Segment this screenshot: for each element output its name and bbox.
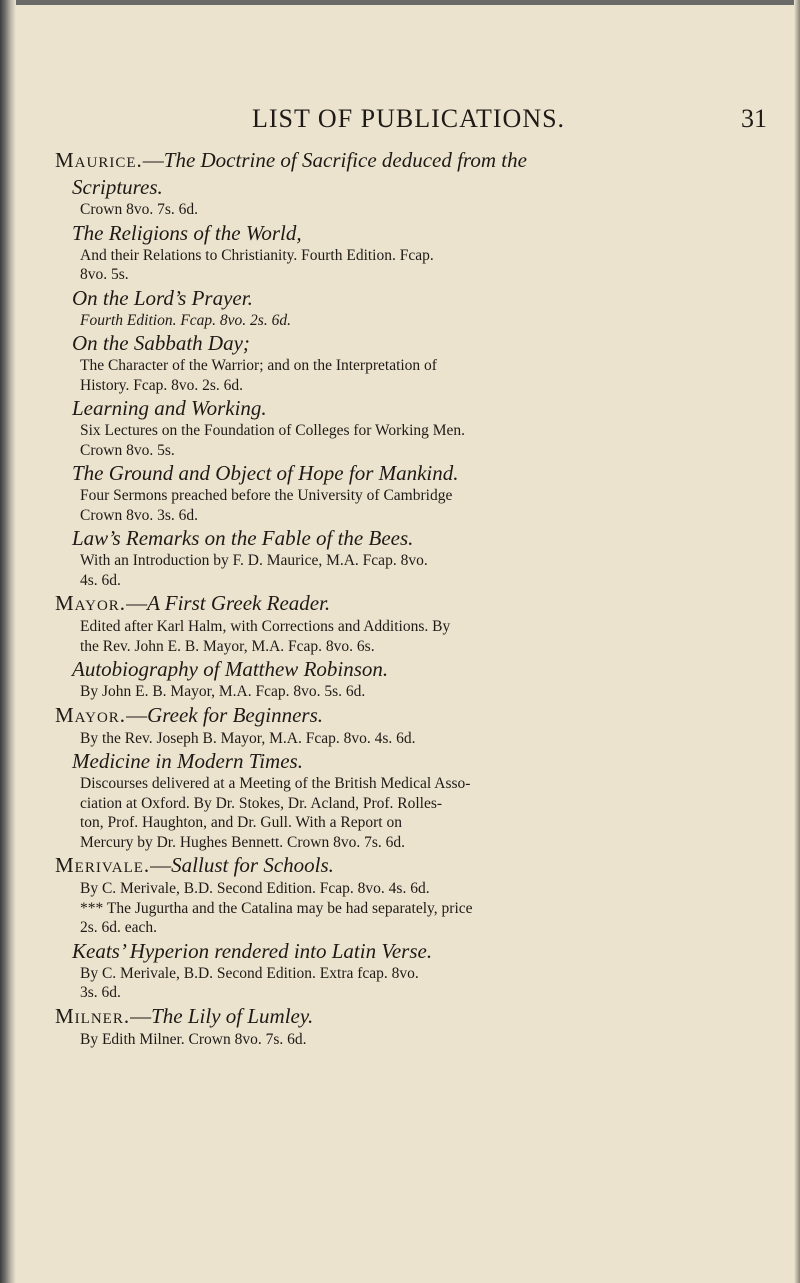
- entry-detail: By John E. B. Mayor, M.A. Fcap. 8vo. 5s. 6d.: [80, 683, 366, 700]
- page-top-edge: [0, 0, 800, 5]
- list-item: [0, 1003, 800, 1050]
- entry-title: Learning and Working.: [72, 396, 267, 420]
- entry-heading: Mayor.—Greek for Beginners.: [55, 702, 323, 727]
- list-item: [0, 748, 800, 852]
- entry-detail: Six Lectures on the Foundation of Colleges for Working Men.: [80, 422, 466, 439]
- entry-heading: Milner.—The Lily of Lumley.: [55, 1003, 314, 1028]
- running-header: [0, 104, 800, 144]
- entry-detail: 2s. 6d. each.: [80, 919, 158, 936]
- entry-title: The Doctrine of Sacrifice deduced from the: [163, 148, 527, 172]
- entry-detail: The Character of the Warrior; and on the Interpretation of: [80, 357, 437, 374]
- entry-title: A First Greek Reader.: [147, 591, 331, 615]
- entry-detail: ton, Prof. Haughton, and Dr. Gull. With a Report on: [80, 814, 402, 831]
- entry-detail: And their Relations to Christianity. Fourth Edition. Fcap.: [80, 246, 434, 264]
- list-item: [0, 656, 800, 702]
- list-item: [0, 285, 800, 331]
- entry-detail: ciation at Oxford. By Dr. Stokes, Dr. Acland, Prof. Rolles-: [80, 794, 443, 812]
- entry-detail: Mercury by Dr. Hughes Bennett. Crown 8vo. 7s. 6d.: [80, 833, 406, 851]
- entry-detail: Edited after Karl Halm, with Corrections and Additions. By: [80, 618, 451, 635]
- list-item: [0, 702, 800, 749]
- list-item: [0, 460, 800, 525]
- entry-author: Maurice.: [55, 148, 143, 172]
- entry-detail: By C. Merivale, B.D. Second Edition. Fcap. 8vo. 4s. 6d.: [80, 880, 430, 897]
- entry-detail: the Rev. John E. B. Mayor, M.A. Fcap. 8vo. 6s.: [80, 637, 375, 655]
- entry-title: Medicine in Modern Times.: [72, 749, 303, 773]
- entry-title: Greek for Beginners.: [147, 702, 323, 727]
- entry-detail: History. Fcap. 8vo. 2s. 6d.: [80, 376, 244, 394]
- list-item: [0, 525, 800, 590]
- entry-title-continued: Scriptures.: [72, 175, 163, 199]
- entry-detail: Fourth Edition. Fcap. 8vo. 2s. 6d.: [80, 311, 291, 329]
- entry-detail: Crown 8vo. 7s. 6d.: [80, 201, 198, 218]
- list-item: [0, 395, 800, 460]
- entry-title: Autobiography of Matthew Robinson.: [72, 657, 389, 681]
- entry-title: The Religions of the World,: [72, 220, 302, 245]
- publication-list: [0, 147, 800, 1049]
- entry-title: The Lily of Lumley.: [151, 1003, 314, 1028]
- entry-detail: Crown 8vo. 5s.: [80, 441, 175, 459]
- entry-heading: Maurice.—The Doctrine of Sacrifice deduced from the: [55, 148, 527, 172]
- entry-detail: With an Introduction by F. D. Maurice, M.A. Fcap. 8vo.: [80, 552, 428, 569]
- entry-author: Mayor.: [55, 702, 127, 727]
- running-title: LIST OF PUBLICATIONS.: [252, 104, 566, 133]
- page-number: 31: [741, 104, 767, 133]
- entry-detail: Crown 8vo. 3s. 6d.: [80, 506, 198, 524]
- entry-title: On the Lord’s Prayer.: [72, 285, 253, 310]
- entry-title: The Ground and Object of Hope for Mankind.: [72, 461, 459, 485]
- list-item: [0, 147, 800, 220]
- entry-heading: Merivale.—Sallust for Schools.: [55, 853, 334, 877]
- list-item: [0, 330, 800, 395]
- entry-detail: Four Sermons preached before the University of Cambridge: [80, 487, 453, 504]
- entry-detail: By C. Merivale, B.D. Second Edition. Extra fcap. 8vo.: [80, 964, 419, 982]
- list-item: [0, 590, 800, 656]
- entry-detail: 8vo. 5s.: [80, 266, 129, 283]
- entry-detail: Discourses delivered at a Meeting of the British Medical Asso-: [80, 775, 471, 792]
- entry-detail: By Edith Milner. Crown 8vo. 7s. 6d.: [80, 1030, 307, 1048]
- entry-title: On the Sabbath Day;: [72, 331, 250, 355]
- entry-author: Milner.: [55, 1003, 131, 1028]
- entry-detail: 4s. 6d.: [80, 571, 121, 589]
- list-item: [0, 938, 800, 1003]
- entry-author: Merivale.: [55, 853, 151, 877]
- entry-title: Sallust for Schools.: [171, 853, 334, 877]
- list-item: [0, 852, 800, 938]
- entry-author: Mayor.: [55, 591, 127, 615]
- entry-title: Keats’ Hyperion rendered into Latin Verse.: [72, 938, 433, 963]
- entry-detail: By the Rev. Joseph B. Mayor, M.A. Fcap. 8vo. 4s. 6d.: [80, 729, 416, 747]
- entry-detail: 3s. 6d.: [80, 984, 121, 1001]
- entry-detail: *** The Jugurtha and the Catalina may be had separately, price: [80, 899, 473, 917]
- entry-heading: Mayor.—A First Greek Reader.: [55, 591, 331, 615]
- entry-title: Law’s Remarks on the Fable of the Bees.: [72, 526, 414, 550]
- list-item: [0, 220, 800, 285]
